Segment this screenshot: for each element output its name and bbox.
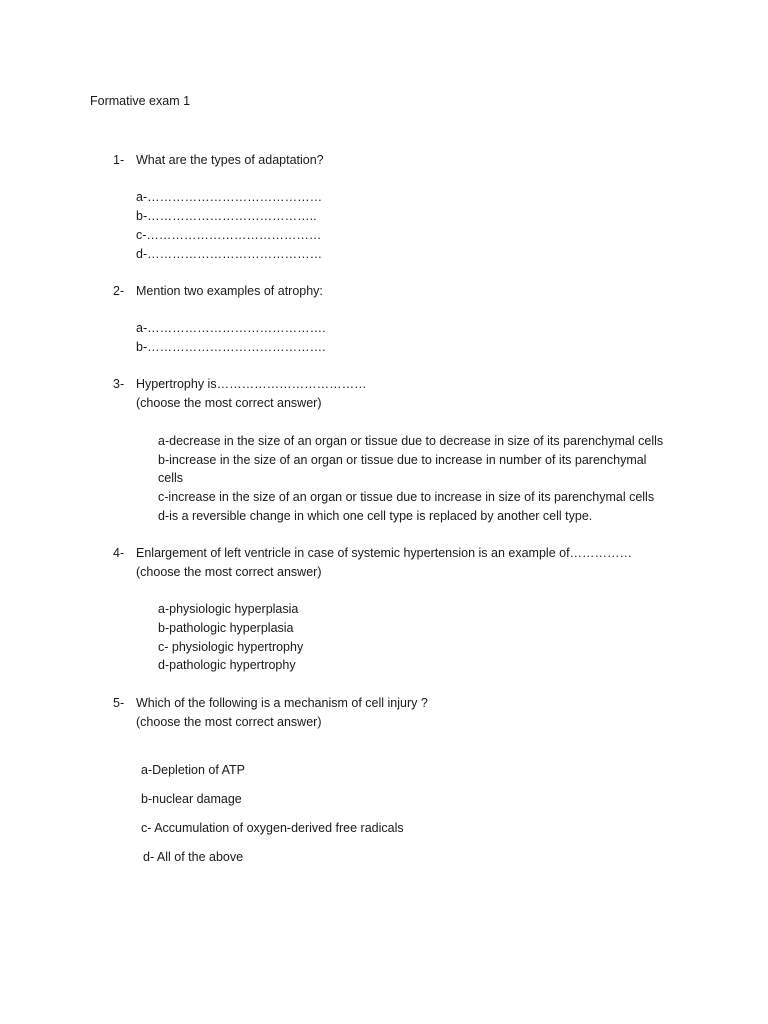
question-4-number: 4-	[113, 546, 125, 560]
question-4-option-a: a-physiologic hyperplasia	[158, 602, 299, 616]
question-2-blank-a: a-…………………………………….	[136, 321, 326, 335]
question-1-blank-b: b-…………………………………..	[136, 209, 317, 223]
question-5-option-d: d- All of the above	[143, 850, 244, 864]
question-5-option-c: c- Accumulation of oxygen-derived free radicals	[141, 821, 404, 835]
question-3-option-c: c-increase in the size of an organ or tissue due to increase in size of its parenchymal cells	[158, 490, 655, 504]
question-3-number: 3-	[113, 377, 125, 391]
page-title: Formative exam 1	[90, 94, 191, 108]
question-3-option-b: b-increase in the size of an organ or tissue due to increase in number of its parenchymal	[158, 453, 647, 467]
question-4-instruction: (choose the most correct answer)	[136, 565, 322, 579]
question-3-option-b-continued: cells	[158, 471, 184, 485]
question-1-blank-a: a-……………………………………	[136, 190, 323, 204]
question-3-text: Hypertrophy is………………………………	[136, 377, 367, 391]
question-5-option-a: a-Depletion of ATP	[141, 763, 245, 777]
question-2-number: 2-	[113, 284, 125, 298]
question-3-option-a: a-decrease in the size of an organ or tissue due to decrease in size of its parenchymal cells	[158, 434, 664, 448]
question-4-option-b: b-pathologic hyperplasia	[158, 621, 294, 635]
question-5-instruction: (choose the most correct answer)	[136, 715, 322, 729]
question-1-blank-d: d-……………………………………	[136, 247, 323, 261]
question-1-blank-c: c-……………………………………	[136, 228, 322, 242]
question-4-option-d: d-pathologic hypertrophy	[158, 658, 296, 672]
question-5-text: Which of the following is a mechanism of cell injury ?	[136, 696, 428, 710]
question-1-text: What are the types of adaptation?	[136, 153, 324, 167]
question-4-text: Enlargement of left ventricle in case of systemic hypertension is an example of……………	[136, 546, 633, 560]
question-2-blank-b: b-…………………………………….	[136, 340, 326, 354]
question-1-number: 1-	[113, 153, 125, 167]
question-5-number: 5-	[113, 696, 125, 710]
question-5-option-b: b-nuclear damage	[141, 792, 242, 806]
question-3-instruction: (choose the most correct answer)	[136, 396, 322, 410]
question-2-text: Mention two examples of atrophy:	[136, 284, 323, 298]
question-3-option-d: d-is a reversible change in which one cell type is replaced by another cell type.	[158, 509, 593, 523]
question-4-option-c: c- physiologic hypertrophy	[158, 640, 304, 654]
